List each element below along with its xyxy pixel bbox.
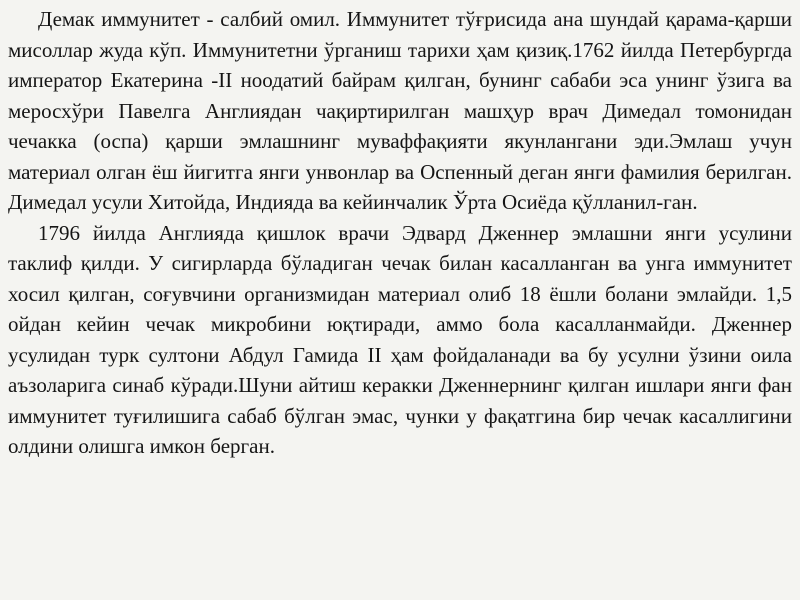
- paragraph-immunity-history: Демак иммунитет - салбий омил. Иммунитет тўғрисида ана шундай қарама-қарши мисоллар жуда кўп. Иммунитетни ўрганиш тарихи ҳам қизиқ.1762 йилда Петербургда император Екатерина -II ноодатий байрам қилган, бунинг сабаби эса унинг ўзига ва меросхўри Павелга Англиядан чақиртирилган машҳур врач Димедал томонидан чечакка (оспа) қарши эмлашнинг муваффақияти якунлангани эди.Эмлаш учун материал олган ёш йигитга янги унвонлар ва Оспенный деган янги фамилия берилган. Димедал усули Хитойда, Индияда ва кейинчалик Ўрта Осиёда қўлланил-ган.: [8, 7, 792, 214]
- paragraph-jenner-vaccination: 1796 йилда Англияда қишлок врачи Эдвард Дженнер эмлашни янги усулини таклиф қилди. У сигирларда бўладиган чечак билан касалланган ва унга иммунитет хосил қилган, соғувчини организмидан материал олиб 18 ёшли болани эмлайди. 1,5 ойдан кейин чечак микробини юқтиради, аммо бола касалланмайди. Дженнер усулидан турк султони Абдул Гамида II ҳам фойдаланади ва бу усулни ўзини оила аъзоларига синаб кўради.Шуни айтиш керакки Дженнернинг қилган ишлари янги фан иммунитет туғилишига сабаб бўлган эмас, чунки у фақатгина бир чечак касаллигини олдини олишга имкон берган.: [8, 220, 792, 458]
